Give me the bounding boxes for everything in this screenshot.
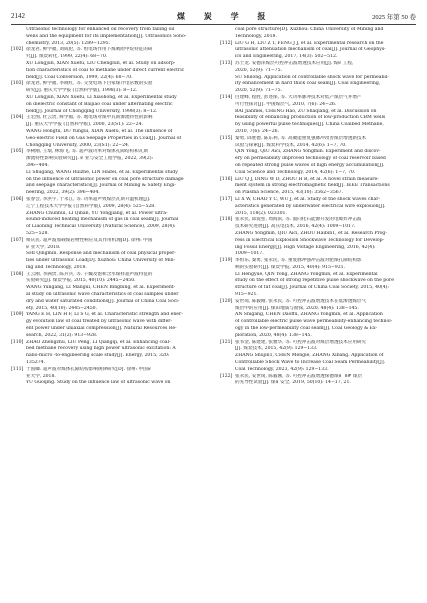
reference-line: bed methane recovery using high power ultrasonic excitation: A bbox=[26, 346, 176, 352]
reference-line: sound-induced heating mechanism of gas in coal seam[J]. Journal bbox=[26, 217, 179, 223]
reference-entry bbox=[11, 47, 207, 81]
reference-line: BAI Jianmei, CHENG Hao, ZU Shaqiang, et al. Discussion on bbox=[235, 108, 377, 114]
reference-entry bbox=[11, 238, 207, 272]
reference-line: coal pore structure[D]. Xuzhou: China University of Mining and bbox=[235, 27, 384, 32]
reference-line: feasibility of enhancing production of low-production CBM wells bbox=[235, 115, 386, 121]
reference-number: [113] bbox=[220, 60, 233, 66]
reference-line: SHI Qingmin. Response and mechanism of coal physical proper- bbox=[26, 251, 176, 257]
reference-text bbox=[235, 197, 416, 217]
reference-entry bbox=[11, 81, 207, 115]
reference-line: 徐龙君, 鲜学福, 李晓红, 等. 交变电场下白家煤介电常数的实验 bbox=[26, 81, 153, 87]
reference-line: wells and the equipment for its implementation[J]. Ultrasonics Sono- bbox=[26, 33, 187, 39]
reference-line: 396−404. bbox=[26, 162, 49, 168]
reference-line: WANG Yungang, LI Mangui, CHEN Bingbing, et al. Experiment- bbox=[26, 285, 176, 291]
reference-number: [107] bbox=[11, 237, 24, 243]
reference-line: ress in Electrical Explosion Shockwave Technology for Develop- bbox=[235, 237, 385, 243]
reference-line: 张春会, 李洪宇, 于永江, 等. 功率超声致煤层瓦斯升温机理[J]. bbox=[26, 196, 151, 202]
reference-text bbox=[235, 41, 416, 61]
reference-line: field[J]. Journal of Chongqing University, 1998(3): 8−12. bbox=[26, 108, 158, 114]
reference-number: [106] bbox=[11, 196, 24, 202]
reference-line: acteristics generated by underwater electrical wire explosion[J]. bbox=[235, 203, 386, 209]
reference-line: 2010, 7(6): 24−26. bbox=[235, 128, 280, 134]
reference-line: ics and Engineering, 2017, 14(3): 502−512. bbox=[235, 54, 338, 60]
reference-line: 王宏图, 杜云贵, 鲜学福, 等. 地电场对煤中瓦斯渗流特性的影响 bbox=[26, 115, 153, 121]
reference-line: Coal Technology, 2023, 42(9): 129−133. bbox=[235, 366, 329, 372]
reference-line: XU Longjun, XIAN Xuefu, LIU Chenglun, et al. Study on adsorp- bbox=[26, 60, 176, 66]
reference-entry bbox=[11, 115, 207, 149]
reference-number: [103] bbox=[11, 81, 24, 87]
reference-number: [114] bbox=[220, 94, 233, 100]
reference-line: Coal Science and Technology, 2014, 42(6): 1−7, 70. bbox=[235, 169, 356, 175]
reference-line: chemistry, 2013, 20(5): 1289−1295. bbox=[26, 40, 111, 46]
reference-line: field[J]. Coal Conversion, 1999, 22(4): 68−70. bbox=[26, 74, 133, 80]
reference-line: search, 2022, 31(2): 913−928. bbox=[26, 332, 98, 338]
reference-line: ety, 2015, 40(10): 2445−2450. bbox=[26, 305, 98, 311]
reference-line: 矿业大学, 2018. bbox=[26, 244, 61, 250]
reference-number: [115] bbox=[220, 135, 233, 141]
reference-entry bbox=[220, 61, 416, 95]
reference-line: LI Shugang, WANG Ruizhe, LIN Haifei, et al. Experimental study bbox=[26, 169, 178, 175]
reference-line: neering, 2022, 39(2): 396−404. bbox=[26, 190, 100, 196]
reference-text bbox=[235, 217, 416, 258]
reference-line: on repeated strong pulse waves of high energy accumulation[J]. bbox=[235, 162, 385, 168]
reference-line: ery on permeability improved technology of coal reservoir based bbox=[235, 156, 386, 162]
reference-line: ties under ultrasonic Load[D]. Xuzhou: China University of Min- bbox=[26, 258, 176, 264]
reference-number: [109] bbox=[11, 312, 24, 318]
reference-entry bbox=[220, 258, 416, 299]
reference-line: study on the effect of strong repetitive pulse shockwave on the pore bbox=[235, 278, 394, 284]
reference-line: 苏士龙. 安德泽煤层可控冲击波增透技术应用[J]. 煤矿工程, bbox=[235, 60, 354, 66]
reference-entry bbox=[220, 95, 416, 136]
reference-line: 于国卿. 超声波对煤体孔隙结构影响规律研究[D]. 徐州: 中国矿 bbox=[26, 366, 153, 372]
reference-text bbox=[235, 136, 416, 177]
reference-text bbox=[235, 177, 416, 197]
reference-line: Controllable Shock Wave to Increase Coal Seam Permeability[J]. bbox=[235, 360, 386, 366]
reference-line: Geo-electric Field on Gas Seepage Properties in Coal[J]. Journal of bbox=[26, 135, 182, 141]
reference-number: [117] bbox=[220, 196, 233, 202]
reference-text bbox=[26, 47, 207, 81]
reference-line: tion characteristics of coal to methane under direct current electric bbox=[26, 67, 185, 73]
reference-line: SU Shilong. Application of controllable shock wave for permeabil- bbox=[235, 74, 389, 80]
reference-line: on Plasma Science, 2015, 43(10): 3562−3567. bbox=[235, 190, 344, 196]
reference-entry bbox=[11, 27, 207, 47]
reference-entry bbox=[220, 197, 416, 217]
reference-entry bbox=[11, 197, 207, 238]
reference-line: ogy in the low-permeability coal seam[J]. Coal Geology & Ex- bbox=[235, 326, 378, 332]
reference-line: LI Hengyue, QIN Yong, ZHANG Yongmin, et al. Experimental bbox=[235, 271, 378, 277]
reference-number bbox=[220, 27, 235, 41]
reference-line: 525−528. bbox=[26, 230, 49, 236]
reference-line: ZHANG Shujin1, CHEN Mengle, ZHANG Xibang. Application of bbox=[235, 353, 384, 359]
reference-number: [116] bbox=[220, 176, 233, 182]
reference-line: ZHANG Chunhui, LI Qihan, YU Yongjiang, et al. Power ultra- bbox=[26, 210, 168, 216]
reference-line: [J]. 重庆大学学报 (自然科学版), 2000, 23(S1): 22−24. bbox=[26, 122, 143, 128]
reference-number: [121] bbox=[220, 339, 233, 345]
reference-text bbox=[26, 81, 207, 115]
reference-line: YU Guoqing. Study on the influence law of ultrasonic wave on bbox=[26, 380, 171, 386]
reference-line: 响的实验研究[J]. 煤炭学报, 2015, 40(4): 915−921. bbox=[235, 264, 346, 270]
reference-line: ZHANG Yongmin, QIU Aici, ZHOU Haibin1, et al. Research Prog- bbox=[235, 230, 387, 236]
reference-line: ing Fossil Energy[J]. High Voltage Engineering, 2016, 42(4): bbox=[235, 244, 376, 250]
reference-number: [108] bbox=[11, 271, 24, 277]
reference-line: XU Longjun, XIAN Xuefu, LI Xiaohong, et al. Experimental study bbox=[26, 94, 177, 100]
reference-text bbox=[235, 299, 416, 340]
reference-entry bbox=[220, 340, 416, 374]
reference-entry bbox=[11, 312, 207, 339]
reference-line: ploration, 2020, 48(4): 138−145. bbox=[235, 332, 312, 338]
reference-entry bbox=[220, 41, 416, 61]
reference-text bbox=[26, 272, 207, 313]
reference-line: AN Shigang, CHEN Daoffu, ZHANG Yongmin, et al. Application bbox=[235, 312, 383, 318]
reference-line: of Liaoning Technical University (Natural Science), 2009, 28(4): bbox=[26, 224, 176, 230]
reference-line: 2020, 52(9): 71−75. bbox=[235, 67, 282, 73]
reference-entry bbox=[220, 27, 416, 41]
reference-line: 白建峰, 程胜, 彭述保, 等. 大功率脉冲技术对低产煤层气井增产 bbox=[235, 94, 362, 100]
reference-entry bbox=[11, 340, 207, 367]
reference-line: on dielectric constant of Baijiao coal under alternating electric bbox=[26, 101, 173, 107]
reference-number: [118] bbox=[220, 217, 233, 223]
reference-line: structure of fat coal[J]. Journal of China Coal Society, 2015, 40(4): bbox=[235, 285, 389, 291]
reference-line: ultrasonic attenuation mechanism of coal[J]. Journal of Geophys- bbox=[235, 47, 386, 53]
reference-line: dry and water saturated conditions[J]. Journal of China Coal Soci- bbox=[26, 298, 180, 304]
reference-line: nano-micro -to-engineering scale study[J]. Energy, 2015, 320: bbox=[26, 353, 170, 359]
references-left-column bbox=[11, 27, 207, 387]
reference-entry bbox=[220, 136, 416, 177]
reference-line: ment system in strong electromagnetic field[J]. IEEE Transactions bbox=[235, 183, 390, 189]
reference-line: 渗流特性影响实验研究[J]. 矿业与安全工程学报, 2022, 39(2): bbox=[26, 156, 154, 162]
header-rule bbox=[11, 24, 416, 25]
reference-text bbox=[26, 340, 207, 367]
reference-line: on the influence of ultrasonic power on coal pore structure damage bbox=[26, 176, 184, 182]
reference-line: 可行性探讨[J]. 中国煤层气, 2010, 7(6): 24−26. bbox=[235, 101, 337, 107]
reference-line: YANG E H, LIN H F, LI S G, et al. Characteristic strength and ener- bbox=[26, 312, 183, 318]
reference-line: 135274. bbox=[26, 360, 45, 366]
reference-line: QIN Yong, QIU Aici, ZHANG Yongmin. Experiment and discov- bbox=[235, 149, 381, 155]
reference-line: LIU Q J, DING W D, ZHOU H B, et al. A novel strain measure- bbox=[235, 176, 379, 182]
reference-line: 究[J]. 煤炭转化, 1999, 22(4): 68−70. bbox=[26, 54, 108, 60]
reference-line: 1009−1017. bbox=[235, 251, 264, 257]
reference-text bbox=[26, 115, 207, 149]
reference-text bbox=[235, 27, 416, 41]
reference-line: by using powerful pulse techniques[J]. China Coalbed Methane, bbox=[235, 122, 384, 128]
reference-line: 张书金, 陈建建, 张雅华, 等. 可控冲击波对煤层增透技术应用研究 bbox=[235, 339, 367, 345]
reference-line: 试验与探索[J]. 煤炭科学技术, 2014, 42(6): 1−7, 70. bbox=[235, 142, 347, 148]
year-volume: 2025 年第 50 卷 bbox=[372, 14, 416, 21]
reference-line: ent power under uniaxial compression[J]. Natural Resources Re- bbox=[26, 326, 177, 332]
reference-number: [122] bbox=[220, 373, 233, 379]
reference-text bbox=[26, 27, 207, 47]
reference-entry bbox=[220, 177, 416, 197]
reference-line: and seepage characteristics[J]. Journal of Mining & Safety Engi- bbox=[26, 183, 176, 189]
reference-line: 实验研究[J]. 煤炭学报, 2015, 40(10): 2445−2450. bbox=[26, 278, 136, 284]
reference-number: [112] bbox=[220, 40, 233, 46]
reference-number: [102] bbox=[11, 47, 24, 53]
reference-entry bbox=[220, 217, 416, 258]
reference-entry bbox=[220, 374, 416, 388]
reference-line: 师庆民. 超声波加载煤岩物性响应及其作用机理[D]. 徐州: 中国 bbox=[26, 237, 153, 243]
reference-line: ing and Technology, 2018. bbox=[26, 264, 87, 270]
reference-line: LI X W, CHAO Y C, WU J, et al. Study of the shock waves char- bbox=[235, 196, 380, 202]
reference-text bbox=[26, 149, 207, 197]
reference-line: 安世岗, 陈毅刚, 张永民, 等. 可控冲击波增透技术在低渗透煤层气 bbox=[235, 298, 367, 304]
reference-number bbox=[11, 27, 26, 47]
reference-line: 业大学, 2018. bbox=[26, 373, 56, 379]
journal-title: 煤 炭 学 报 bbox=[177, 11, 274, 21]
reference-line: al study on ultrasonic wave characteristics of coal samples under bbox=[26, 292, 179, 298]
reference-line: 煤层中的应用[J]. 煤田地质与勘探, 2020, 48(4): 138−145. bbox=[235, 305, 359, 311]
reference-entry bbox=[11, 149, 207, 197]
reference-entry bbox=[11, 272, 207, 313]
reference-text bbox=[235, 374, 416, 388]
reference-text bbox=[26, 312, 207, 339]
reference-number: [110] bbox=[11, 339, 24, 345]
reference-entry bbox=[220, 299, 416, 340]
reference-number: [120] bbox=[220, 298, 233, 304]
reference-line: [J]. 煤炭技术, 2015, 42(9): 129−133. bbox=[235, 346, 318, 352]
reference-text bbox=[235, 258, 416, 299]
reference-line: 徐龙君, 鲜学福, 刘成伦, 等. 恒电场作用下煤吸附甲烷特征的研 bbox=[26, 47, 153, 53]
reference-line: 李树刚, 王瑞, 林海飞, 等. 超声波功率对煤体孔隙结构和瓦斯 bbox=[26, 149, 148, 155]
reference-text bbox=[26, 238, 207, 272]
reference-line: WANG Hongtu, DU Yungui, XIAN Xuefu, et al. The influence of bbox=[26, 128, 173, 134]
reference-text bbox=[26, 367, 207, 387]
reference-line: LIU G H, LIU Z T, FENG J J, et al. Experimental research on the bbox=[235, 40, 384, 46]
reference-line: 秦勇, 邱胜德, 陈东利, 等. 高聚能重复强脉冲改善煤层增透新技术 bbox=[235, 135, 367, 141]
reference-line: ZHAO Zhengzhu, LIU Peng, LI Qiangqi, et al. Enhancing coal- bbox=[26, 339, 171, 345]
reference-line: Technology, 2018. bbox=[235, 33, 277, 39]
page-header bbox=[11, 12, 416, 23]
reference-line: 张永民, 安世岗, 陈毅刚, 等. 可控冲击波增透保德煤矿 8# 煤层 bbox=[235, 373, 363, 379]
reference-line: 辽宁工程技术大学学报 (自然科学版), 2009, 28(4): 525−528. bbox=[26, 203, 156, 209]
reference-line: 研究[J]. 重庆大学学报 (自然科学版), 1998(3): 8−12. bbox=[26, 88, 138, 94]
reference-line: 2020, 52(9): 71−75. bbox=[235, 88, 282, 94]
reference-number: [111] bbox=[11, 366, 24, 372]
reference-line: gy evolution law of coal treated by ultrasonic wave with differ- bbox=[26, 319, 173, 325]
reference-entry bbox=[11, 367, 207, 387]
references-right-column bbox=[220, 27, 416, 387]
reference-line: Ultrasonic technology for enhanced oil recovery from failing oil bbox=[26, 27, 175, 32]
reference-line: ity enhancement in hard thick coal seam[J]. Coal Engineering, bbox=[235, 81, 381, 87]
reference-line: Chongqing University, 2000, 23(S1): 22−24. bbox=[26, 142, 130, 148]
reference-line: of controllable electric pulse wave permeability-enhancing technol- bbox=[235, 319, 393, 325]
reference-line: 张永民, 邱爱慈, 周海滨, 等. 面向化石能源开发的电爆炸冲击波 bbox=[235, 217, 362, 223]
reference-line: 2015, 118(2): 023301. bbox=[235, 210, 287, 216]
reference-text bbox=[235, 95, 416, 136]
reference-line: 技术研究进展[J]. 高压电技术, 2016, 42(4): 1009−1017. bbox=[235, 224, 356, 230]
reference-text bbox=[235, 61, 416, 95]
reference-text bbox=[235, 340, 416, 374]
reference-line: 王云刚, 李满贵, 陈兵兵, 等. 干燥及饱和含水煤样超声波特征的 bbox=[26, 271, 153, 277]
reference-line: 李恒乐, 秦勇, 张永民, 等. 重复脉冲强冲击波对肥煤孔隙结构影 bbox=[235, 258, 362, 264]
reference-number: [119] bbox=[220, 258, 233, 264]
page-number: 2142 bbox=[11, 12, 25, 20]
reference-line: 915−921. bbox=[235, 292, 258, 298]
reference-number: [105] bbox=[11, 149, 24, 155]
reference-text bbox=[26, 197, 207, 238]
reference-number: [104] bbox=[11, 115, 24, 121]
reference-line: 的先导性试验[J]. 煤矿安全, 2019, 50(10): 14−17, 21. bbox=[235, 380, 351, 386]
